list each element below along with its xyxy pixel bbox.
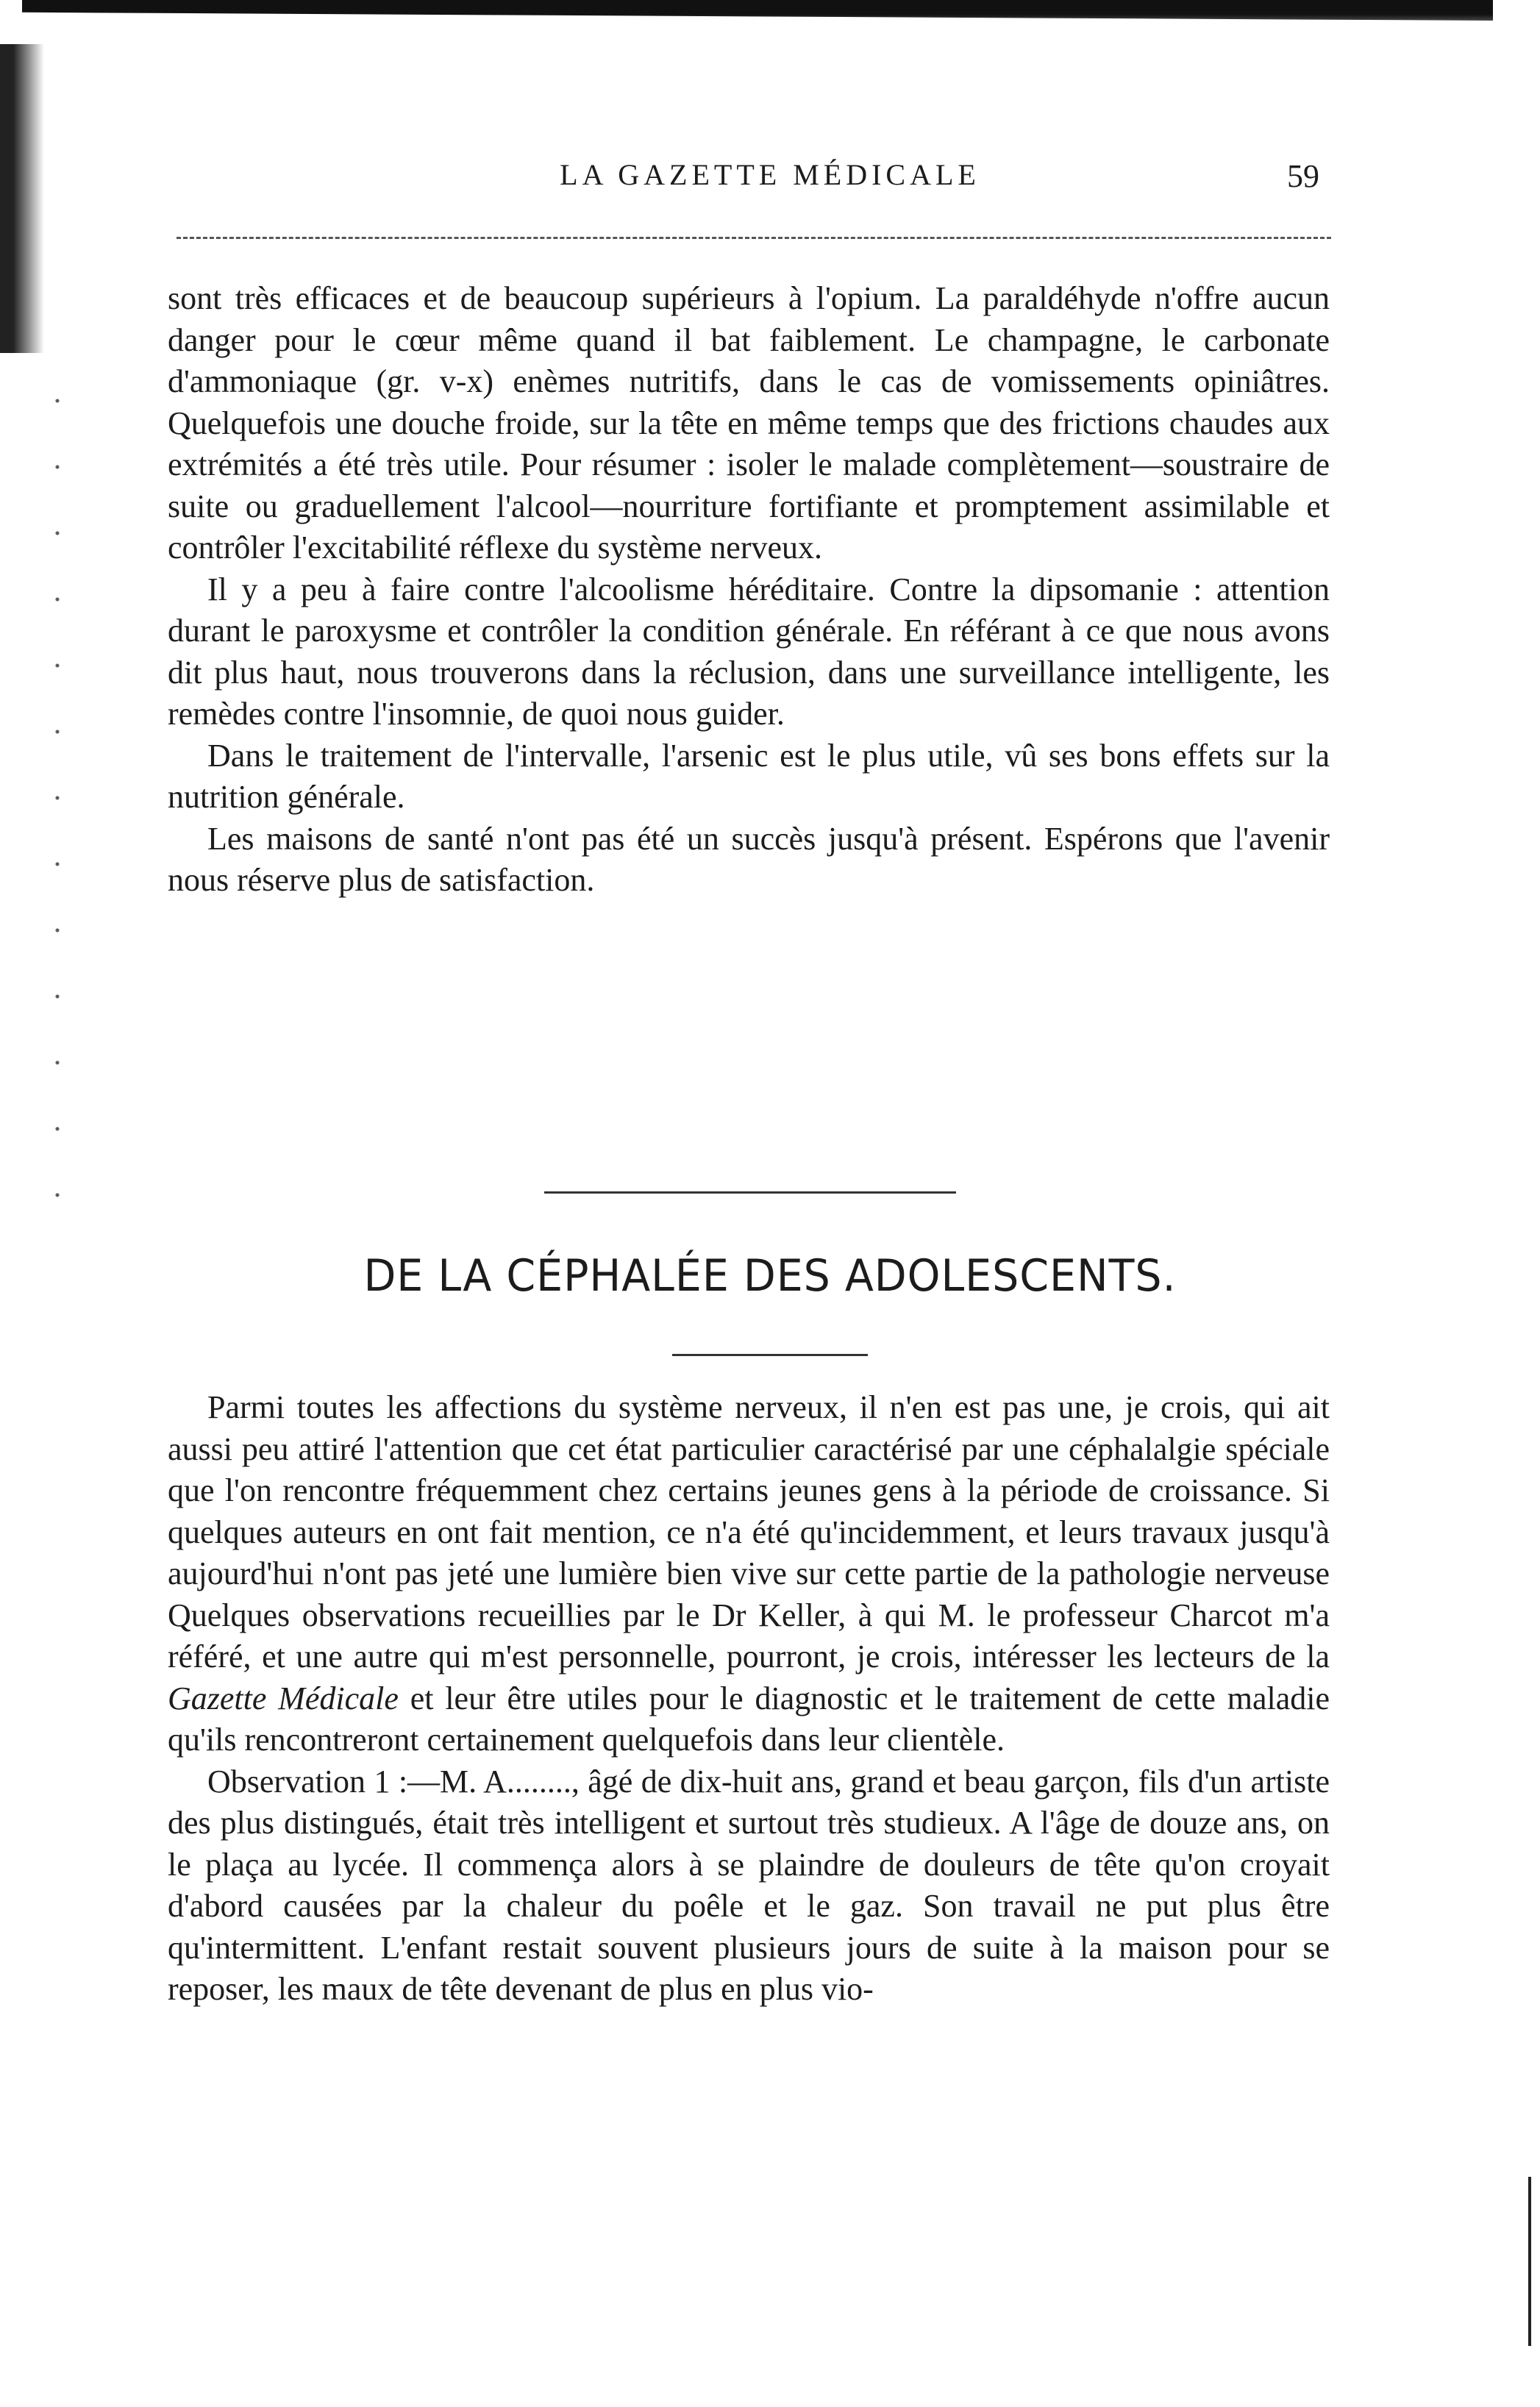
header-rule — [177, 237, 1331, 239]
page-number: 59 — [1287, 158, 1319, 194]
running-head — [0, 157, 1540, 202]
article-title: DE LA CÉPHALÉE DES ADOLESCENTS. — [363, 1250, 1177, 1302]
paragraph: Il y a peu à faire contre l'alcoolisme héréditaire. Contre la dipsomanie : attention durant le paroxysme et contrôler la condition générale. En référant à ce que nous avons dit plus haut, nous trouverons dans la réclusion, dans une surveillance intelligente, les remèdes contre l'insomnie, de quoi nous guider. — [168, 571, 1330, 732]
running-title: LA GAZETTE MÉDICALE — [560, 158, 980, 191]
continued-text — [168, 278, 1330, 902]
observation-paragraph: Observation 1 :—M. A........, âgé de dix-huit ans, grand et beau garçon, fils d'un artiste des plus distingués, était très intelligent et surtout très studieux. A l'âge de douze ans, on le plaça au lycée. Il commença alors à se plaindre de douleurs de tête qu'on croyait d'abord causées par la chaleur du poêle et le gaz. Son travail ne put plus être qu'intermittent. L'enfant restait souvent plusieurs jours de suite à la maison pour se reposer, les maux de tête devenant de plus en plus vio- — [168, 1763, 1330, 2007]
intro-text-end: et leur être utiles pour le diagnostic et le traitement de cette maladie qu'ils rencontreront certainement quelquefois dans leur clientèle. — [168, 1680, 1330, 1758]
intro-text: Parmi toutes les affections du système nerveux, il n'en est pas une, je crois, qui ait aussi peu attiré l'attention que cet état particulier caractérisé par une céphalalgie spéciale que l'on rencontre fréquemment chez certains jeunes gens à la période de croissance. Si quelques auteurs en ont fait mention, ce n'a été qu'incidemment, et leurs travaux jusqu'à aujourd'hui n'ont pas jeté une lumière bien vive sur cette partie de la pathologie nerveuse Quelques observations recueillies par le Dr Keller, à qui M. le professeur Charcot m'a référé, et une autre qui m'est personnelle, pourront, je crois, intéresser les lecteurs de la — [168, 1389, 1330, 1675]
section-separator — [544, 1191, 956, 1194]
paragraph: sont très efficaces et de beaucoup supérieurs à l'opium. La paraldéhyde n'offre aucun danger pour le cœur même quand il bat faiblement. Le champagne, le carbonate d'ammoniaque (gr. v-x) enèmes nutritifs, dans le cas de vomissements opiniâtres. Quelquefois une douche froide, sur la tête en même temps que des frictions chaudes aux extrémités a été très utile. Pour résumer : isoler le malade complètement—soustraire de suite ou graduellement l'alcool—nourriture fortifiante et promptement assimilable et contrôler l'excitabilité réflexe du système nerveux. — [168, 280, 1330, 566]
journal-name: Gazette Médicale — [168, 1680, 399, 1716]
right-scan-edge — [1528, 2177, 1531, 2346]
title-underline — [672, 1354, 868, 1356]
left-scan-specks — [43, 368, 72, 1250]
paragraph: Dans le traitement de l'intervalle, l'arsenic est le plus utile, vû ses bons effets sur la nutrition générale. — [168, 737, 1330, 815]
intro-paragraph — [168, 1387, 1330, 1761]
top-scan-border — [22, 0, 1493, 21]
paragraph: Les maisons de santé n'ont pas été un succès jusqu'à présent. Espérons que l'avenir nous réserve plus de satisfaction. — [168, 820, 1330, 898]
article-body — [168, 1387, 1330, 2011]
